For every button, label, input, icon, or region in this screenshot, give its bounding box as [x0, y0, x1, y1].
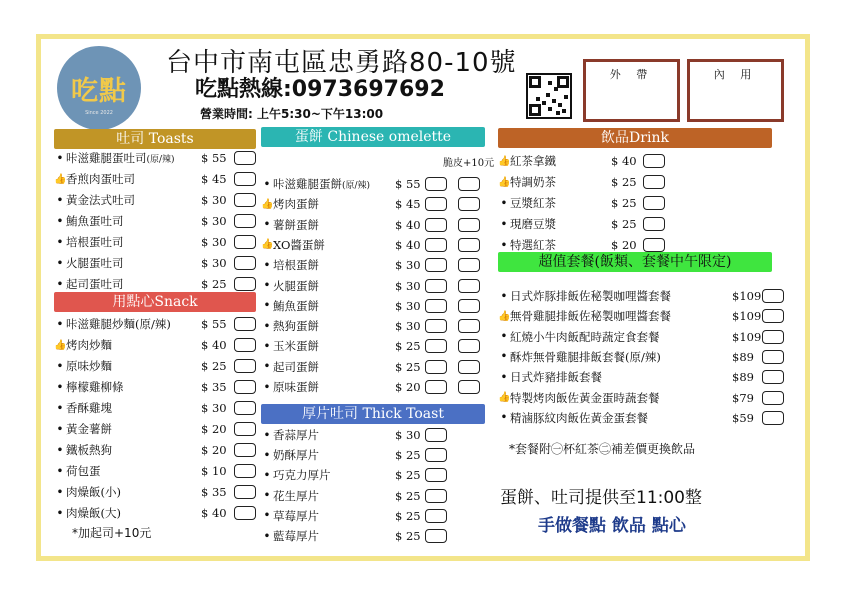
takeout-box[interactable]: [583, 59, 680, 122]
snack-item: [54, 463, 227, 479]
snack-item-price: $ 35: [201, 485, 227, 499]
thick-toast-item: [261, 488, 421, 504]
toast-item: [54, 276, 227, 292]
toast-item-name: 起司蛋吐司: [66, 277, 124, 291]
snack-item-name: 黃金薯餅: [66, 422, 112, 436]
omelette-item-name: 烤肉蛋餅: [273, 197, 319, 212]
quantity-box[interactable]: [425, 238, 447, 252]
omelette-item: [261, 298, 421, 314]
thick-toast-item-name: 奶酥厚片: [273, 448, 319, 463]
quantity-box-alt[interactable]: [458, 238, 480, 252]
section-header-omelette: 蛋餅 Chinese omelette: [261, 127, 485, 147]
omelette-item-price: $ 20: [395, 380, 421, 394]
toast-item-price: $ 45: [201, 172, 227, 186]
drink-item-price: $ 40: [611, 154, 637, 168]
toast-item-variant: (原/辣): [146, 154, 175, 165]
snack-item-price: $ 55: [201, 317, 227, 331]
toast-item-name: 黃金法式吐司: [66, 193, 135, 207]
quantity-box[interactable]: [234, 317, 256, 331]
bullet-icon: •: [263, 490, 271, 502]
snack-item-name: 荷包蛋: [66, 464, 101, 478]
drink-item-name: 特調奶茶: [510, 175, 556, 189]
toast-item-price: $ 30: [201, 193, 227, 207]
combo-item: [498, 369, 754, 385]
toast-item: [54, 171, 227, 187]
quantity-box[interactable]: [234, 380, 256, 394]
bullet-icon: •: [56, 402, 64, 414]
quantity-box[interactable]: [762, 391, 784, 405]
bullet-icon: •: [263, 300, 271, 312]
thick-toast-item-name: 巧克力厚片: [273, 468, 331, 483]
thick-toast-item-price: $ 25: [395, 529, 421, 543]
bullet-icon: •: [263, 469, 271, 481]
snack-item-price: $ 25: [201, 359, 227, 373]
combo-item: [498, 308, 762, 324]
quantity-box[interactable]: [425, 380, 447, 394]
quantity-box[interactable]: [425, 258, 447, 272]
bullet-icon: •: [263, 178, 271, 190]
bullet-icon: •: [263, 510, 271, 522]
drink-item-name: 特選紅茶: [510, 238, 556, 252]
toast-item-name: 香煎肉蛋吐司: [66, 172, 135, 186]
drink-item-price: $ 25: [611, 175, 637, 189]
toast-item-price: $ 30: [201, 214, 227, 228]
bullet-icon: •: [56, 444, 64, 456]
omelette-item-price: $ 25: [395, 359, 421, 374]
quantity-box[interactable]: [425, 197, 447, 211]
quantity-box[interactable]: [234, 151, 256, 165]
omelette-item-name: 原味蛋餅: [273, 380, 319, 394]
toast-item-price: $ 30: [201, 256, 227, 270]
quantity-box[interactable]: [234, 277, 256, 291]
snack-item-name: 香酥雞塊: [66, 401, 112, 415]
drink-item-name: 紅茶拿鐵: [510, 154, 556, 168]
omelette-item: [261, 318, 421, 334]
quantity-box[interactable]: [643, 154, 665, 168]
omelette-item-price: $ 30: [395, 298, 421, 313]
bullet-icon: •: [263, 381, 271, 393]
thick-toast-item: [261, 447, 421, 463]
bullet-icon: •: [500, 290, 508, 302]
quantity-box[interactable]: [234, 506, 256, 520]
bullet-icon: •: [263, 361, 271, 373]
quantity-box[interactable]: [762, 330, 784, 344]
snack-item: [54, 421, 227, 437]
quantity-box[interactable]: [425, 319, 447, 333]
toast-item-price: $ 55: [201, 151, 227, 165]
combo-item-price: $109: [732, 289, 762, 303]
bullet-icon: •: [500, 412, 508, 424]
snack-item-name: 肉燥飯(小): [66, 485, 121, 499]
combo-item: [498, 329, 762, 345]
section-header-snacks: 用點心Snack: [54, 292, 256, 312]
quantity-box[interactable]: [643, 238, 665, 252]
quantity-box[interactable]: [234, 256, 256, 270]
quantity-box[interactable]: [234, 193, 256, 207]
omelette-item-price: $ 40: [395, 217, 421, 232]
combo-item-name: 紅燒小牛肉飯配時蔬定食套餐: [510, 329, 660, 344]
business-hours: 營業時間: 上午5:30~下午13:00: [200, 107, 384, 121]
combo-item-price: $79: [732, 390, 754, 405]
thick-toast-item: [261, 467, 421, 483]
thumbs-up-icon: 👍: [54, 173, 67, 185]
snack-item-name: 肉燥飯(大): [66, 506, 121, 520]
combo-item-name: 特製烤肉飯佐黃金蛋時蔬套餐: [510, 390, 660, 405]
snack-item: [54, 379, 227, 395]
omelette-item: [261, 338, 421, 354]
bullet-icon: •: [500, 351, 508, 363]
snack-item-price: $ 10: [201, 464, 227, 478]
toast-item-name: 培根蛋吐司: [66, 235, 124, 249]
thick-toast-item-price: $ 25: [395, 508, 421, 523]
combo-item-name: 日式炸豚排飯佐秘製咖哩醬套餐: [510, 289, 671, 303]
quantity-box[interactable]: [234, 464, 256, 478]
bullet-icon: •: [56, 423, 64, 435]
drink-item-price: $ 25: [611, 217, 637, 231]
omelette-item-name: 鮪魚蛋餅: [273, 298, 319, 313]
thick-toast-item-name: 花生厚片: [273, 488, 319, 503]
thumbs-up-icon: 👍: [498, 155, 511, 167]
dinein-label: 內 用: [713, 68, 758, 81]
thick-toast-item-name: 香蒜厚片: [273, 428, 319, 442]
handmade-note: 手做餐點 飲品 點心: [538, 516, 686, 536]
quantity-box[interactable]: [425, 299, 447, 313]
thick-toast-item-price: $ 25: [395, 488, 421, 503]
section-header-drinks: 飲品Drink: [498, 128, 772, 148]
toast-item-name: 咔滋雞腿蛋吐司: [66, 151, 147, 165]
omelette-item: [261, 196, 421, 212]
omelette-item: [261, 237, 421, 253]
thick-toast-item: [261, 508, 421, 524]
toast-item: [54, 213, 227, 229]
bullet-icon: •: [56, 236, 64, 248]
combo-item-price: $109: [732, 309, 762, 324]
omelette-item: [261, 257, 421, 273]
omelette-item-name: 火腿蛋餅: [273, 278, 319, 293]
quantity-box[interactable]: [425, 509, 447, 523]
quantity-box[interactable]: [425, 489, 447, 503]
quantity-box-alt[interactable]: [458, 279, 480, 293]
omelette-item: [261, 217, 421, 233]
bullet-icon: •: [56, 278, 64, 290]
bullet-icon: •: [263, 429, 271, 441]
combo-item: [498, 349, 754, 365]
snack-item-price: $ 20: [201, 443, 227, 457]
omelette-item-name: 咔滋雞腿蛋餅: [273, 177, 342, 191]
quantity-box[interactable]: [425, 279, 447, 293]
bullet-icon: •: [263, 530, 271, 542]
snack-item: [54, 337, 227, 353]
quantity-box[interactable]: [643, 196, 665, 210]
quantity-box-alt[interactable]: [458, 258, 480, 272]
dinein-box[interactable]: [687, 59, 784, 122]
quantity-box[interactable]: [425, 177, 447, 191]
takeout-label: 外 帶: [609, 68, 654, 81]
toast-item: [54, 192, 227, 208]
snack-item-price: $ 40: [201, 338, 227, 352]
bullet-icon: •: [263, 320, 271, 332]
qr-code-icon[interactable]: [526, 73, 572, 119]
quantity-box[interactable]: [425, 360, 447, 374]
omelette-item-price: $ 25: [395, 339, 421, 354]
quantity-box[interactable]: [762, 411, 784, 425]
drink-item-price: $ 25: [611, 196, 637, 210]
crispy-skin-note: 脆皮+10元: [443, 158, 495, 169]
quantity-box-alt[interactable]: [458, 319, 480, 333]
omelette-item-name: 薯餅蛋餅: [273, 217, 319, 232]
omelette-item-name: XO醬蛋餅: [273, 237, 325, 252]
snack-item-price: $ 30: [201, 401, 227, 415]
quantity-box-alt[interactable]: [458, 177, 480, 191]
bullet-icon: •: [56, 381, 64, 393]
snack-item: [54, 316, 227, 332]
drink-item-name: 現磨豆漿: [510, 217, 556, 231]
toast-item-price: $ 25: [201, 277, 227, 291]
section-header-thick-toast: 厚片吐司 Thick Toast: [261, 404, 485, 424]
combo-item-name: 酥炸無骨雞腿排飯套餐(原/辣): [510, 349, 661, 364]
combo-note: *套餐附㊀杯紅茶㊁補差價更換飲品: [509, 442, 696, 456]
quantity-box[interactable]: [234, 401, 256, 415]
combo-item: [498, 288, 762, 304]
omelette-item-price: $ 30: [395, 258, 421, 273]
snack-item: [54, 400, 227, 416]
supply-time-note: 蛋餅、吐司提供至11:00整: [500, 488, 702, 508]
quantity-box[interactable]: [762, 309, 784, 323]
omelette-item-price: $ 55: [395, 177, 421, 191]
thumbs-up-icon: 👍: [261, 198, 274, 210]
combo-item-price: $89: [732, 349, 754, 364]
quantity-box-alt[interactable]: [458, 339, 480, 353]
toast-item-name: 火腿蛋吐司: [66, 256, 124, 270]
snack-item: [54, 442, 227, 458]
drink-item-price: $ 20: [611, 238, 637, 252]
thick-toast-item: [261, 528, 421, 544]
bullet-icon: •: [263, 219, 271, 231]
omelette-item-name: 培根蛋餅: [273, 258, 319, 273]
quantity-box[interactable]: [643, 217, 665, 231]
brand-logo: [57, 46, 141, 130]
quantity-box[interactable]: [425, 448, 447, 462]
quantity-box[interactable]: [425, 529, 447, 543]
quantity-box[interactable]: [234, 443, 256, 457]
thick-toast-item-name: 草莓厚片: [273, 508, 319, 523]
omelette-item: [261, 379, 421, 395]
bullet-icon: •: [263, 280, 271, 291]
combo-item-name: 精滷豚紋肉飯佐黃金蛋套餐: [510, 410, 648, 425]
quantity-box[interactable]: [425, 339, 447, 353]
bullet-icon: •: [56, 507, 64, 519]
snack-item-price: $ 35: [201, 380, 227, 394]
quantity-box-alt[interactable]: [458, 360, 480, 374]
quantity-box[interactable]: [762, 289, 784, 303]
quantity-box-alt[interactable]: [458, 380, 480, 394]
drink-item: [498, 153, 637, 169]
store-address: 台中市南屯區忠勇路80-10號: [166, 48, 517, 78]
quantity-box[interactable]: [234, 422, 256, 436]
bullet-icon: •: [56, 360, 64, 372]
quantity-box[interactable]: [762, 350, 784, 364]
omelette-item: [261, 176, 421, 192]
quantity-box[interactable]: [762, 370, 784, 384]
quantity-box[interactable]: [234, 485, 256, 499]
bullet-icon: •: [500, 371, 508, 383]
section-header-toasts: 吐司 Toasts: [54, 129, 256, 149]
thumbs-up-icon: 👍: [498, 310, 511, 322]
snack-item-name: 檸檬雞柳條: [66, 380, 124, 394]
bullet-icon: •: [56, 486, 64, 498]
bullet-icon: •: [56, 318, 64, 330]
combo-item-name: 日式炸豬排飯套餐: [510, 370, 602, 385]
combo-item-price: $109: [732, 329, 762, 344]
snack-item-name: 咔滋雞腿炒麵(原/辣): [66, 317, 171, 331]
thumbs-up-icon: 👍: [54, 339, 67, 351]
quantity-box[interactable]: [425, 428, 447, 442]
thick-toast-item-price: $ 25: [395, 468, 421, 483]
toast-item: [54, 255, 227, 271]
drink-item: [498, 195, 637, 211]
drink-item: [498, 237, 637, 253]
thumbs-up-icon: 👍: [261, 239, 274, 251]
bullet-icon: •: [500, 197, 508, 209]
omelette-item: [261, 359, 421, 375]
snack-item: [54, 505, 227, 521]
bullet-icon: •: [263, 449, 271, 461]
quantity-box[interactable]: [425, 468, 447, 482]
combo-item: [498, 390, 754, 406]
thick-toast-item-price: $ 30: [395, 428, 421, 442]
section-header-combos: 超值套餐(飯類、套餐中午限定): [498, 252, 772, 272]
quantity-box-alt[interactable]: [458, 218, 480, 232]
snack-item-name: 鐵板熱狗: [66, 443, 112, 457]
combo-item-price: $59: [732, 410, 754, 425]
thumbs-up-icon: 👍: [498, 392, 511, 403]
snack-item-price: $ 20: [201, 422, 227, 436]
snack-item-name: 原味炒麵: [66, 359, 112, 373]
snack-item: [54, 358, 227, 374]
bullet-icon: •: [263, 259, 271, 271]
logo-subtext: Since 2022: [85, 110, 113, 116]
thumbs-up-icon: 👍: [498, 176, 511, 188]
toast-item: [54, 234, 227, 250]
hotline: 吃點熱線:0973697692: [195, 77, 445, 102]
drink-item-name: 豆漿紅茶: [510, 196, 556, 210]
drink-item: [498, 174, 637, 190]
combo-item-price: $89: [732, 370, 754, 385]
combo-item: [498, 410, 754, 426]
omelette-item-price: $ 30: [395, 319, 421, 334]
quantity-box[interactable]: [234, 338, 256, 352]
bullet-icon: •: [56, 257, 64, 269]
toast-item-price: $ 30: [201, 235, 227, 249]
quantity-box[interactable]: [643, 175, 665, 189]
omelette-item-price: $ 45: [395, 197, 421, 212]
snack-item: [54, 484, 227, 500]
quantity-box[interactable]: [234, 235, 256, 249]
quantity-box[interactable]: [425, 218, 447, 232]
snack-item-price: $ 40: [201, 506, 227, 520]
omelette-item-variant: (原/辣): [342, 180, 371, 191]
bullet-icon: •: [56, 194, 64, 206]
toast-item: [54, 150, 227, 166]
bullet-icon: •: [56, 465, 64, 477]
quantity-box[interactable]: [234, 214, 256, 228]
bullet-icon: •: [500, 239, 508, 251]
thick-toast-item-name: 藍莓厚片: [273, 529, 319, 543]
omelette-item-price: $ 40: [395, 237, 421, 252]
logo-text: 吃點: [71, 75, 127, 107]
bullet-icon: •: [263, 340, 271, 352]
drink-item: [498, 216, 637, 232]
omelette-item-name: 玉米蛋餅: [273, 339, 319, 354]
thick-toast-item: [261, 427, 421, 443]
combo-item-name: 無骨雞腿排飯佐秘製咖哩醬套餐: [510, 309, 671, 324]
quantity-box[interactable]: [234, 172, 256, 186]
bullet-icon: •: [500, 331, 508, 343]
snack-item-name: 烤肉炒麵: [66, 338, 112, 352]
thick-toast-item-price: $ 25: [395, 448, 421, 463]
quantity-box-alt[interactable]: [458, 197, 480, 211]
quantity-box[interactable]: [234, 359, 256, 373]
omelette-item-name: 熱狗蛋餅: [273, 319, 319, 334]
bullet-icon: •: [56, 152, 64, 164]
omelette-item-name: 起司蛋餅: [273, 359, 319, 374]
quantity-box-alt[interactable]: [458, 299, 480, 313]
bullet-icon: •: [500, 218, 508, 230]
omelette-item-price: $ 30: [395, 278, 421, 293]
cheese-note: *加起司+10元: [72, 526, 152, 540]
omelette-item: [261, 278, 421, 294]
bullet-icon: •: [56, 215, 64, 227]
toast-item-name: 鮪魚蛋吐司: [66, 214, 124, 228]
